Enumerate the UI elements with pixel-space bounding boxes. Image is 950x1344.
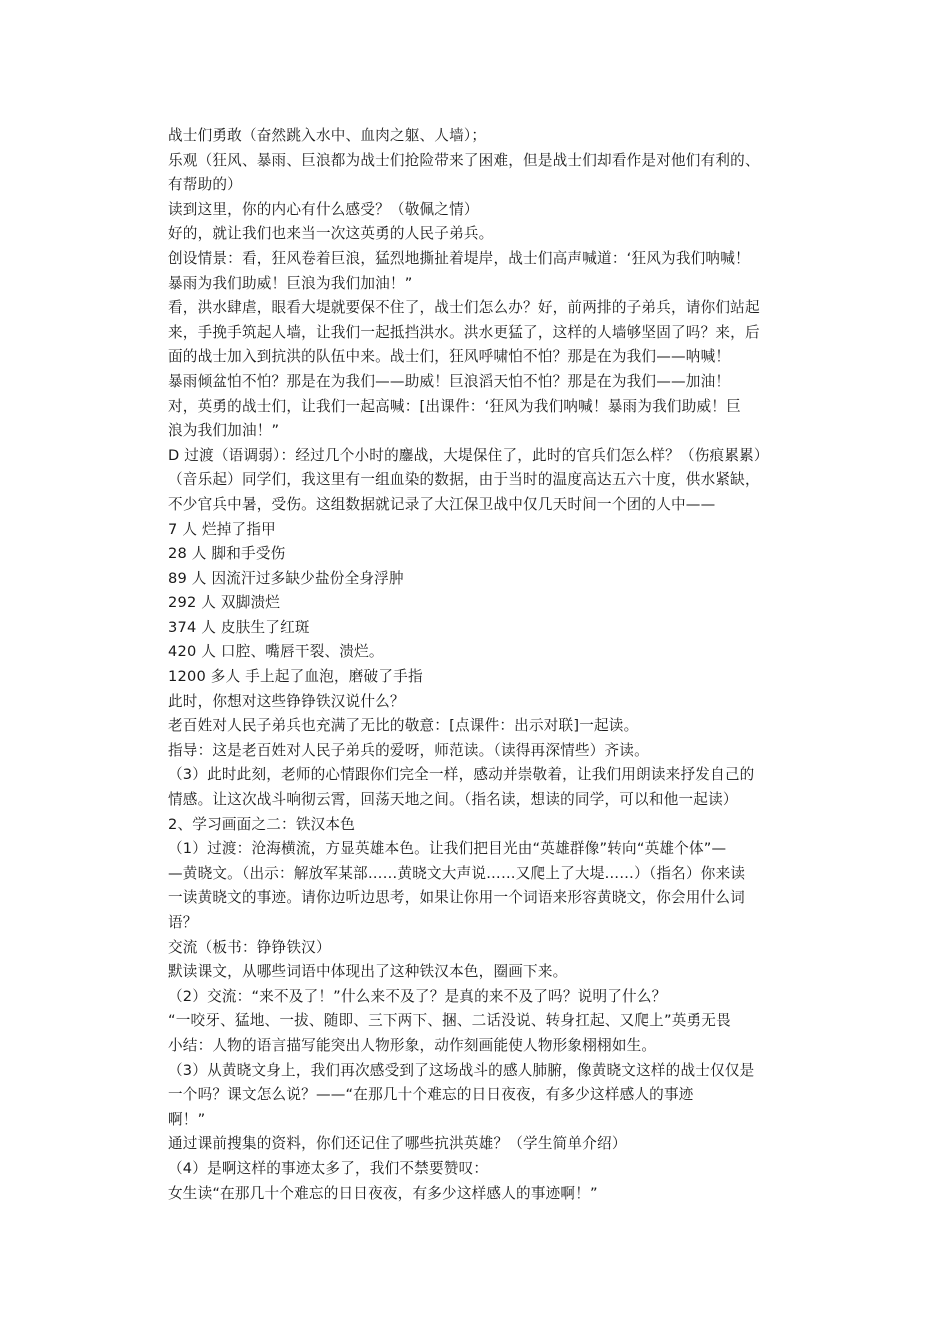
text-line: D 过渡（语调弱）：经过几个小时的鏖战，大堤保住了，此时的官兵们怎么样？（伤痕累累） [168, 446, 769, 464]
text-line: （2）交流：“来不及了！”什么来不及了？是真的来不及了吗？说明了什么？ [168, 987, 667, 1005]
text-line: （1）过渡：沧海横流，方显英雄本色。让我们把目光由“英雄群像”转向“英雄个体”— [168, 840, 727, 858]
text-line: 来，手挽手筑起人墙，让我们一起抵挡洪水。洪水更猛了，这样的人墙够坚固了吗？来，后 [168, 323, 760, 341]
text-line: 89 人 因流汗过多缺少盐份全身浮肿 [168, 569, 404, 587]
text-line: 啊！” [168, 1110, 206, 1128]
text-line: 通过课前搜集的资料，你们还记住了哪些抗洪英雄？（学生简单介绍） [168, 1135, 627, 1153]
text-line: 不少官兵中暑，受伤。这组数据就记录了大江保卫战中仅几天时间一个团的人中—— [168, 495, 716, 513]
text-line: 好的，就让我们也来当一次这英勇的人民子弟兵。 [168, 225, 494, 243]
text-line: 指导：这是老百姓对人民子弟兵的爱呀，师范读。（读得再深情些）齐读。 [168, 741, 649, 759]
text-line: 1200 多人 手上起了血泡，磨破了手指 [168, 668, 423, 686]
text-line: 有帮助的） [168, 176, 242, 194]
text-line: 战士们勇敢（奋然跳入水中、血肉之躯、人墙）； [168, 127, 487, 144]
text-line: 小结：人物的语言描写能突出人物形象，动作刻画能使人物形象栩栩如生。 [168, 1036, 657, 1054]
text-line: 292 人 双脚溃烂 [168, 594, 281, 612]
text-line: （音乐起）同学们，我这里有一组血染的数据，由于当时的温度高达五六十度，供水紧缺， [168, 471, 760, 489]
section-heading: 2、学习画面之二：铁汉本色 [168, 815, 356, 833]
text-line: 420 人 口腔、嘴唇干裂、溃烂。 [168, 643, 384, 661]
text-line: —黄晓文。（出示：解放军某部……黄晓文大声说……又爬上了大堤……）（指名）你来读 [168, 864, 746, 882]
document-body [168, 124, 810, 1206]
text-line: （3）从黄晓文身上，我们再次感受到了这场战斗的感人肺腑，像黄晓文这样的战士仅仅是 [168, 1061, 755, 1079]
text-line: 创设情景：看，狂风卷着巨浪，猛烈地撕扯着堤岸，战士们高声喊道：‘狂风为我们呐喊！ [168, 249, 750, 267]
text-line: 一读黄晓文的事迹。请你边听边思考，如果让你用一个词语来形容黄晓文，你会用什么词 [168, 889, 745, 907]
text-line: 默读课文，从哪些词语中体现出了这种铁汉本色，圈画下来。 [168, 963, 568, 981]
text-line: 看，洪水肆虐，眼看大堤就要保不住了，战士们怎么办？好，前两排的子弟兵，请你们站起 [168, 299, 760, 317]
text-line: 对，英勇的战士们，让我们一起高喊：[出课件：‘狂风为我们呐喊！暴雨为我们助威！巨 [168, 397, 741, 415]
text-line: 面的战士加入到抗洪的队伍中来。战士们，狂风呼啸怕不怕？那是在为我们——呐喊！ [168, 348, 731, 366]
text-line: 浪为我们加油！” [168, 422, 280, 440]
text-line: 暴雨为我们助威！巨浪为我们加油！” [168, 274, 413, 292]
text-line: 读到这里，你的内心有什么感受？（敬佩之情） [168, 200, 479, 218]
text-line: 374 人 皮肤生了红斑 [168, 618, 310, 636]
text-line: （3）此时此刻，老师的心情跟你们完全一样，感动并崇敬着，让我们用朗读来抒发自己的 [168, 766, 755, 784]
text-line: 暴雨倾盆怕不怕？那是在为我们——助威！巨浪滔天怕不怕？那是在为我们——加油！ [168, 372, 731, 390]
text-line: “一咬牙、猛地、一拔、随即、三下两下、捆、二话没说、转身扛起、又爬上”英勇无畏 [168, 1012, 731, 1030]
text-line: 交流（板书：铮铮铁汉） [168, 938, 331, 956]
text-line: 老百姓对人民子弟兵也充满了无比的敬意：[点课件：出示对联]一起读。 [168, 717, 639, 735]
text-line: 7 人 烂掉了指甲 [168, 520, 276, 538]
text-line: 语？ [168, 914, 198, 931]
text-line: 此时，你想对这些铮铮铁汉说什么？ [168, 692, 405, 710]
text-line: 一个吗？课文怎么说？——“在那几十个难忘的日日夜夜，有多少这样感人的事迹 [168, 1086, 694, 1104]
text-line: 乐观（狂风、暴雨、巨浪都为战士们抢险带来了困难，但是战士们却看作是对他们有利的、 [168, 151, 760, 169]
text-line: 28 人 脚和手受伤 [168, 545, 286, 563]
text-line: （4）是啊这样的事迹太多了，我们不禁要赞叹： [168, 1159, 489, 1177]
text-line: 女生读“在那几十个难忘的日日夜夜，有多少这样感人的事迹啊！” [168, 1184, 598, 1202]
text-line: 情感。让这次战斗响彻云霄，回荡天地之间。（指名读，想读的同学，可以和他一起读） [168, 791, 738, 809]
